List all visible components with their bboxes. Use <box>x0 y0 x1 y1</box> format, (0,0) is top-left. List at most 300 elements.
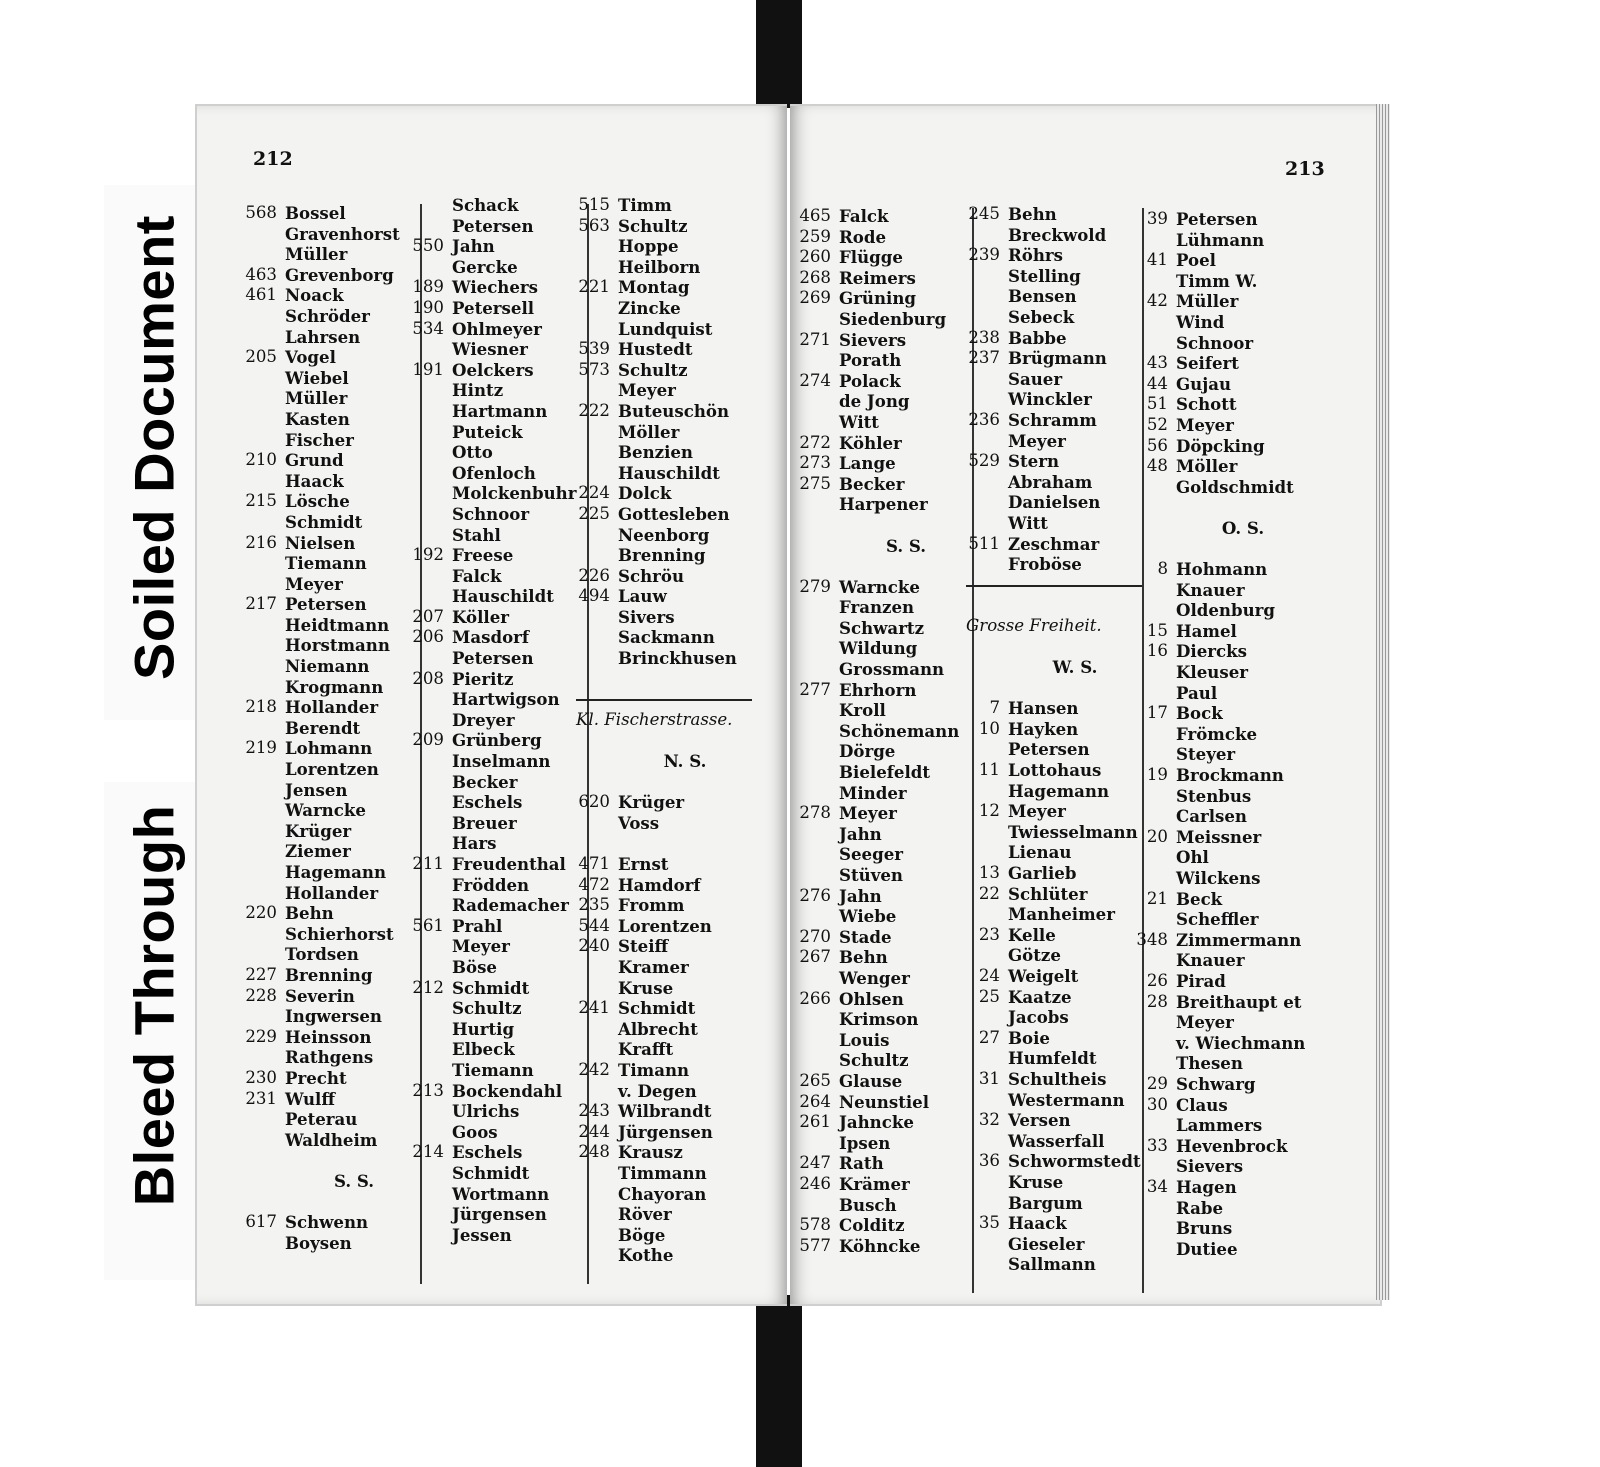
resident-name: Ohlmeyer <box>452 318 542 339</box>
directory-entry <box>797 989 973 1010</box>
resident-name: Bockendahl <box>452 1080 563 1101</box>
resident-name: Jensen <box>285 779 348 800</box>
house-number: 271 <box>799 329 831 349</box>
resident-name: Abraham <box>1008 471 1093 492</box>
directory-entry <box>966 1048 1142 1069</box>
house-number: 208 <box>412 668 444 688</box>
directory-entry <box>1134 1198 1310 1219</box>
house-number <box>243 677 285 698</box>
resident-name: Ohl <box>1176 847 1209 868</box>
house-number: 578 <box>799 1215 831 1235</box>
directory-entry <box>797 721 973 742</box>
directory-entry <box>1134 415 1310 436</box>
resident-name: Schott <box>1176 394 1237 415</box>
house-number <box>966 513 1008 534</box>
resident-name: Claus <box>1176 1094 1228 1115</box>
house-number <box>410 504 452 525</box>
resident-name: Heilborn <box>618 256 701 277</box>
directory-entry <box>410 916 580 937</box>
resident-name: Hagemann <box>285 862 387 882</box>
directory-entry <box>966 225 1142 246</box>
resident-name: Meyer <box>1176 414 1234 435</box>
directory-entry <box>966 431 1142 452</box>
resident-name: Krimson <box>839 1009 919 1030</box>
resident-name: Schnoor <box>1176 332 1254 353</box>
soiled-document-label: Soiled Document <box>122 215 186 680</box>
house-number <box>1134 1198 1176 1219</box>
resident-name: Manheimer <box>1008 904 1115 925</box>
house-number <box>797 659 839 680</box>
house-number: 10 <box>978 718 1000 738</box>
house-number <box>966 225 1008 246</box>
directory-entry <box>966 1213 1142 1234</box>
house-number <box>966 1193 1008 1214</box>
directory-entry <box>966 842 1142 863</box>
house-number <box>410 1019 452 1040</box>
directory-entry <box>797 762 973 783</box>
resident-name: Scheffler <box>1176 909 1259 930</box>
directory-entry <box>966 451 1142 472</box>
house-number <box>410 957 452 978</box>
directory-entry <box>410 1163 580 1184</box>
resident-name: Schmidt <box>452 977 530 998</box>
directory-entry <box>1134 374 1310 395</box>
directory-entry <box>797 700 973 721</box>
resident-name: Wilbrandt <box>618 1101 712 1122</box>
directory-entry <box>966 245 1142 266</box>
directory-entry <box>1134 806 1310 827</box>
directory-entry <box>797 288 973 309</box>
house-number: 242 <box>578 1059 610 1079</box>
house-number <box>797 638 839 659</box>
house-number: 236 <box>968 409 1000 429</box>
house-number <box>797 762 839 783</box>
house-number <box>797 700 839 721</box>
resident-name: Schnoor <box>452 503 530 524</box>
resident-name: Zimmermann <box>1176 929 1302 950</box>
resident-name: Stüven <box>839 865 903 885</box>
house-number <box>1134 1218 1176 1239</box>
house-number <box>1134 950 1176 971</box>
house-number <box>1134 271 1176 292</box>
resident-name: Neunstiel <box>839 1091 930 1112</box>
resident-name: Pirad <box>1176 970 1226 991</box>
directory-entry <box>1134 333 1310 354</box>
resident-name: Brenning <box>618 545 706 566</box>
house-number <box>243 244 285 265</box>
directory-entry <box>410 1081 580 1102</box>
house-number: 21 <box>1146 888 1168 908</box>
directory-entry <box>576 236 752 257</box>
house-number <box>966 739 1008 760</box>
resident-name: Harpener <box>839 494 928 515</box>
house-number: 228 <box>245 985 277 1005</box>
directory-entry <box>576 277 752 298</box>
resident-name: Reimers <box>839 267 916 288</box>
house-number: 210 <box>245 450 277 470</box>
resident-name: Lorentzen <box>618 915 712 936</box>
house-number <box>966 1131 1008 1152</box>
directory-entry <box>1134 456 1310 477</box>
directory-entry <box>576 483 752 504</box>
directory-entry <box>966 945 1142 966</box>
house-number <box>576 422 618 443</box>
directory-entry <box>797 247 973 268</box>
resident-name: Gujau <box>1176 373 1232 394</box>
resident-name: Breithaupt et <box>1176 991 1302 1012</box>
directory-entry <box>966 369 1142 390</box>
directory-entry <box>243 635 423 656</box>
directory-entry <box>243 224 423 245</box>
resident-name: Dutiee <box>1176 1238 1238 1259</box>
resident-name: Montag <box>618 277 690 298</box>
directory-entry <box>576 195 752 216</box>
house-number <box>410 895 452 916</box>
resident-name: Hartwigson <box>452 689 560 710</box>
resident-name: Timm W. <box>1176 270 1258 291</box>
directory-entry <box>1134 436 1310 457</box>
resident-name: Hollander <box>285 882 379 903</box>
house-number <box>966 286 1008 307</box>
resident-name: Breuer <box>452 812 517 833</box>
side-heading-text: W. S. <box>1052 657 1098 678</box>
directory-entry <box>966 1234 1142 1255</box>
directory-entry <box>410 525 580 546</box>
directory-entry <box>410 875 580 896</box>
house-number: 12 <box>978 801 1000 821</box>
house-number: 544 <box>578 915 610 935</box>
resident-name: Ipsen <box>839 1132 891 1153</box>
resident-name: Sievers <box>1176 1156 1244 1177</box>
directory-column-1 <box>243 203 423 1253</box>
resident-name: Hamel <box>1176 620 1237 641</box>
street-heading <box>966 616 1142 637</box>
directory-entry <box>797 741 973 762</box>
directory-entry <box>797 947 973 968</box>
directory-entry <box>1134 1218 1310 1239</box>
resident-name: Babbe <box>1008 327 1067 348</box>
resident-name: Jessen <box>452 1224 512 1245</box>
directory-entry <box>576 978 752 999</box>
resident-name: Brinckhusen <box>618 648 737 669</box>
house-number <box>1134 683 1176 704</box>
house-number <box>410 401 452 422</box>
directory-entry <box>576 586 752 607</box>
resident-name: Otto <box>452 442 493 463</box>
resident-name: Berendt <box>285 717 361 738</box>
resident-name: de Jong <box>839 391 910 412</box>
resident-name: Sallmann <box>1008 1254 1096 1275</box>
resident-name: Hagemann <box>1008 780 1110 801</box>
house-number: 617 <box>245 1212 277 1232</box>
directory-entry <box>797 391 973 412</box>
resident-name: Lösche <box>285 491 350 512</box>
resident-name: Lahrsen <box>285 326 361 347</box>
house-number <box>1134 786 1176 807</box>
resident-name: v. Wiechmann <box>1176 1032 1306 1053</box>
resident-name: Kelle <box>1008 924 1056 945</box>
directory-entry <box>966 863 1142 884</box>
house-number: 28 <box>1146 991 1168 1011</box>
house-number: 267 <box>799 947 831 967</box>
directory-entry <box>797 433 973 454</box>
directory-entry <box>243 285 423 306</box>
directory-entry <box>243 1130 423 1151</box>
resident-name: Meyer <box>285 573 343 594</box>
directory-entry <box>1134 1095 1310 1116</box>
resident-name: Lundquist <box>618 318 713 339</box>
resident-name: Stahl <box>452 524 501 545</box>
resident-name: Schultz <box>839 1050 909 1071</box>
resident-name: Fischer <box>285 429 354 450</box>
resident-name: Louis <box>839 1029 890 1050</box>
house-number <box>410 1184 452 1205</box>
house-number <box>410 380 452 401</box>
resident-name: Albrecht <box>618 1018 698 1039</box>
resident-name: Grevenborg <box>285 264 394 285</box>
house-number <box>797 824 839 845</box>
resident-name: Frödden <box>452 874 530 895</box>
directory-entry <box>410 298 580 319</box>
house-number: 226 <box>578 565 610 585</box>
resident-name: Behn <box>839 947 888 968</box>
directory-entry <box>243 244 423 265</box>
directory-entry <box>1134 580 1310 601</box>
house-number <box>797 412 839 433</box>
directory-entry <box>243 491 423 512</box>
directory-entry <box>243 718 423 739</box>
house-number <box>243 1006 285 1027</box>
directory-entry <box>243 1068 423 1089</box>
resident-name: Hartmann <box>452 400 548 421</box>
house-number <box>410 936 452 957</box>
house-number <box>576 236 618 257</box>
house-number: 229 <box>245 1026 277 1046</box>
resident-name: Freese <box>452 545 514 566</box>
directory-entry <box>576 1122 752 1143</box>
directory-entry <box>966 698 1142 719</box>
resident-name: Schierhorst <box>285 923 394 944</box>
house-number <box>410 1163 452 1184</box>
resident-name: Boie <box>1008 1027 1050 1048</box>
directory-entry <box>797 412 973 433</box>
directory-entry <box>1134 477 1310 498</box>
directory-entry <box>576 813 752 834</box>
spacer <box>243 1192 423 1213</box>
directory-entry <box>966 987 1142 1008</box>
resident-name: Goos <box>452 1121 498 1142</box>
directory-entry <box>243 965 423 986</box>
directory-entry <box>243 986 423 1007</box>
directory-entry <box>797 371 973 392</box>
resident-name: Bargum <box>1008 1192 1083 1213</box>
directory-entry <box>1134 230 1310 251</box>
spacer <box>576 772 752 793</box>
resident-name: Vogel <box>285 347 336 368</box>
resident-name: Hohmann <box>1176 559 1268 580</box>
resident-name: Hagen <box>1176 1176 1237 1197</box>
resident-name: Schultz <box>618 215 688 236</box>
directory-entry <box>576 957 752 978</box>
spacer <box>1134 497 1310 518</box>
directory-entry <box>576 1101 752 1122</box>
house-number: 243 <box>578 1101 610 1121</box>
directory-entry <box>243 265 423 286</box>
directory-entry <box>1134 909 1310 930</box>
directory-entry <box>576 422 752 443</box>
resident-name: Müller <box>285 244 348 265</box>
directory-entry <box>1134 786 1310 807</box>
resident-name: Twiesselmann <box>1008 821 1138 842</box>
heading-indent <box>1134 518 1176 539</box>
house-number: 24 <box>978 965 1000 985</box>
resident-name: Lohmann <box>285 738 373 759</box>
resident-name: Witt <box>839 411 879 432</box>
directory-entry <box>966 781 1142 802</box>
resident-name: Lühmann <box>1176 229 1265 250</box>
house-number: 260 <box>799 247 831 267</box>
house-number <box>1134 909 1176 930</box>
directory-entry <box>410 360 580 381</box>
directory-entry <box>576 648 752 669</box>
resident-name: Falck <box>452 565 502 586</box>
directory-entry <box>966 1254 1142 1275</box>
directory-entry <box>410 607 580 628</box>
resident-name: Carlsen <box>1176 806 1247 827</box>
house-number: 246 <box>799 1173 831 1193</box>
directory-entry <box>797 783 973 804</box>
directory-entry <box>576 895 752 916</box>
house-number <box>966 266 1008 287</box>
house-number: 277 <box>799 679 831 699</box>
directory-entry <box>410 257 580 278</box>
house-number <box>797 618 839 639</box>
resident-name: Petersen <box>452 215 534 236</box>
right-page-number: 213 <box>1285 158 1325 180</box>
directory-entry <box>576 442 752 463</box>
left-page-number: 212 <box>253 148 293 170</box>
resident-name: Hauschildt <box>452 586 554 607</box>
resident-name: Brenning <box>285 964 373 985</box>
house-number <box>410 1122 452 1143</box>
house-number <box>576 1019 618 1040</box>
resident-name: Meyer <box>452 936 510 957</box>
directory-entry <box>797 1236 973 1257</box>
house-number <box>1134 662 1176 683</box>
directory-entry <box>576 1060 752 1081</box>
house-number: 211 <box>412 854 444 873</box>
directory-entry <box>576 401 752 422</box>
house-number: 620 <box>578 792 610 812</box>
house-number <box>966 554 1008 575</box>
resident-name: Petersen <box>1176 209 1258 229</box>
heading-indent <box>576 751 618 772</box>
resident-name: Kothe <box>618 1245 674 1266</box>
directory-entry <box>797 680 973 701</box>
directory-entry <box>410 751 580 772</box>
house-number: 273 <box>799 453 831 473</box>
resident-name: Schwarg <box>1176 1073 1256 1094</box>
directory-entry <box>243 883 423 904</box>
house-number <box>1134 1012 1176 1033</box>
house-number: 206 <box>412 627 444 647</box>
directory-entry <box>797 453 973 474</box>
house-number: 274 <box>799 370 831 390</box>
resident-name: Grossmann <box>839 659 945 680</box>
directory-entry <box>1134 889 1310 910</box>
resident-name: Falck <box>839 206 889 226</box>
directory-entry <box>797 577 973 598</box>
directory-entry <box>797 618 973 639</box>
resident-name: Schlüter <box>1008 883 1088 904</box>
resident-name: Heidtmann <box>285 614 390 635</box>
resident-name: Niemann <box>285 656 370 677</box>
house-number: 43 <box>1146 353 1168 373</box>
directory-entry <box>797 638 973 659</box>
house-number <box>243 821 285 842</box>
resident-name: Hoppe <box>618 236 679 257</box>
resident-name: Behn <box>1008 204 1057 224</box>
house-number <box>410 813 452 834</box>
directory-entry <box>966 884 1142 905</box>
resident-name: Jahncke <box>839 1112 914 1133</box>
house-number: 191 <box>412 359 444 379</box>
directory-entry <box>243 594 423 615</box>
house-number <box>243 512 285 533</box>
resident-name: Kramer <box>618 956 689 977</box>
directory-entry <box>243 553 423 574</box>
side-heading-text: O. S. <box>1221 517 1265 538</box>
directory-entry <box>1134 827 1310 848</box>
resident-name: Kaatze <box>1008 986 1072 1007</box>
directory-entry <box>243 327 423 348</box>
resident-name: Haack <box>285 470 344 491</box>
house-number <box>797 1195 839 1216</box>
resident-name: Minder <box>839 782 907 803</box>
house-number <box>1134 1115 1176 1136</box>
house-number <box>410 648 452 669</box>
house-number: 217 <box>245 594 277 614</box>
spacer <box>576 833 752 854</box>
directory-entry <box>797 1071 973 1092</box>
resident-name: Bossel <box>285 203 346 223</box>
directory-entry <box>966 307 1142 328</box>
resident-name: Wiebel <box>285 367 349 388</box>
resident-name: Sackmann <box>618 627 715 648</box>
house-number <box>243 944 285 965</box>
directory-entry <box>410 689 580 710</box>
resident-name: Tordsen <box>285 944 359 965</box>
spacer <box>966 636 1142 657</box>
resident-name: Grund <box>285 450 344 471</box>
house-number <box>410 195 452 216</box>
directory-entry <box>410 1142 580 1163</box>
resident-name: Jürgensen <box>452 1204 547 1225</box>
resident-name: Lammers <box>1176 1115 1263 1136</box>
directory-entry <box>243 1047 423 1068</box>
resident-name: Petersen <box>1008 739 1090 760</box>
house-number <box>1134 580 1176 601</box>
resident-name: Wulff <box>285 1088 335 1109</box>
house-number: 11 <box>978 760 1000 780</box>
directory-entry <box>797 309 973 330</box>
directory-entry <box>797 474 973 495</box>
directory-entry <box>243 862 423 883</box>
house-number: 268 <box>799 267 831 287</box>
side-heading <box>243 1171 423 1192</box>
house-number <box>576 1081 618 1102</box>
directory-entry <box>243 656 423 677</box>
